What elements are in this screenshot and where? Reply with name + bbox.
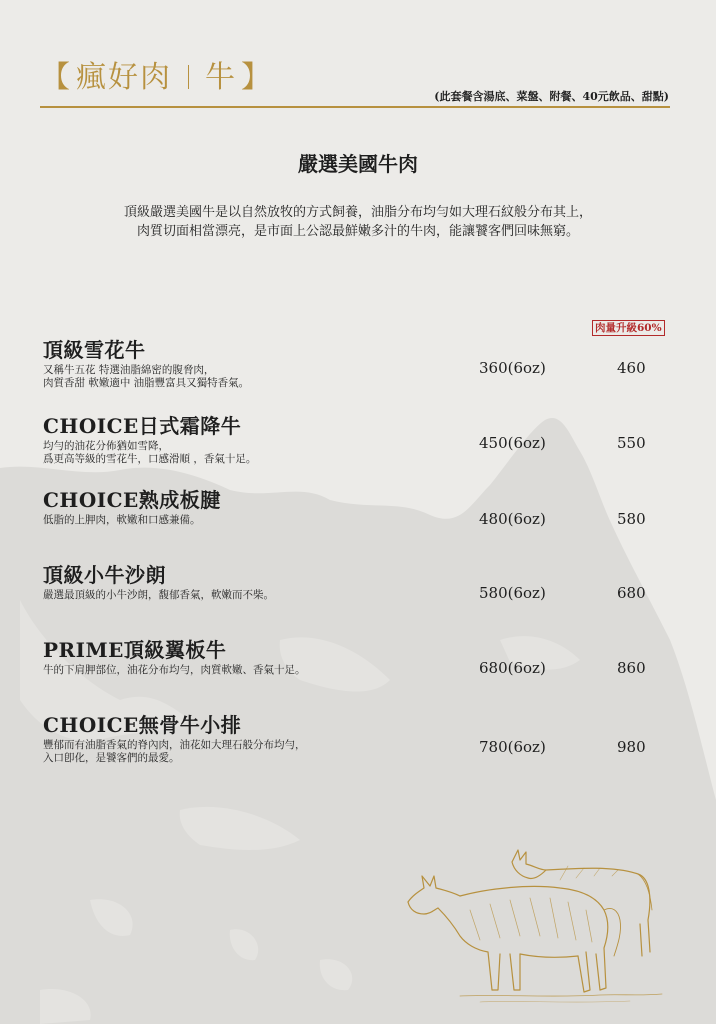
item-upgrade-price: 860 <box>617 659 646 677</box>
item-name: CHOICE熟成板腱 <box>43 488 221 512</box>
menu-item <box>43 484 683 554</box>
item-price: 450(6oz) <box>479 434 546 452</box>
item-desc-line: 均勻的油花分佈猶如雪降， <box>43 440 169 452</box>
item-description <box>43 364 249 390</box>
item-name: CHOICE日式霜降牛 <box>43 414 242 438</box>
upgrade-badge: 肉量升級60% <box>592 320 665 336</box>
item-upgrade-price: 680 <box>617 584 646 602</box>
item-desc-line: 低脂的上胛肉，軟嫩和口感兼備。 <box>43 514 201 526</box>
item-desc-line: 嚴選最頂級的小牛沙朗，馥郁香氣，軟嫩而不柴。 <box>43 589 274 601</box>
item-price: 360(6oz) <box>479 359 546 377</box>
item-name: PRIME頂級翼板牛 <box>43 638 227 662</box>
item-desc-line: 豐郁而有油脂香氣的脊內肉，油花如大理石般分布均勻， <box>43 739 306 751</box>
item-upgrade-price: 550 <box>617 434 646 452</box>
item-desc-line: 又稱牛五花 特選油脂綿密的腹脅肉， <box>43 364 215 376</box>
section-intro <box>0 203 716 241</box>
title-divider <box>188 65 189 89</box>
item-desc-line: 爲更高等級的雪花牛，口感滑順 ，香氣十足。 <box>43 453 257 465</box>
item-description <box>43 440 256 466</box>
item-desc-line: 入口卽化，是饕客們的最愛。 <box>43 752 180 764</box>
header-divider <box>40 106 670 108</box>
item-description <box>43 739 306 765</box>
item-name: 頂級小牛沙朗 <box>43 563 166 587</box>
menu-item <box>43 334 683 404</box>
title-bracket-right: 】 <box>241 60 273 95</box>
title-category: 牛 <box>205 60 237 95</box>
item-name: 頂級雪花牛 <box>43 338 146 362</box>
item-upgrade-price: 980 <box>617 738 646 756</box>
menu-item <box>43 410 683 480</box>
item-description <box>43 664 306 677</box>
item-price: 480(6oz) <box>479 510 546 528</box>
page-title <box>40 52 273 96</box>
item-description <box>43 589 274 602</box>
intro-line: 肉質切面相當漂亮，是市面上公認最鮮嫩多汁的牛肉，能讓饕客們回味無窮。 <box>136 224 579 239</box>
item-upgrade-price: 460 <box>617 359 646 377</box>
item-price: 580(6oz) <box>479 584 546 602</box>
title-bracket-left: 【 <box>40 60 72 95</box>
item-desc-line: 牛的下肩胛部位，油花分布均勻，肉質軟嫩、香氣十足。 <box>43 664 306 676</box>
cattle-illustration <box>400 840 670 1010</box>
item-price: 680(6oz) <box>479 659 546 677</box>
set-meal-note: (此套餐含湯底、菜盤、附餐、40元飲品、甜點) <box>434 90 669 103</box>
item-desc-line: 肉質香甜 軟嫩適中 油脂豐富具又獨特香氣。 <box>43 377 250 389</box>
item-price: 780(6oz) <box>479 738 546 756</box>
item-name: CHOICE無骨牛小排 <box>43 713 242 737</box>
menu-item <box>43 559 683 629</box>
menu-item <box>43 634 683 704</box>
menu-item <box>43 709 683 779</box>
item-upgrade-price: 580 <box>617 510 646 528</box>
title-text: 瘋好肉 <box>76 60 172 95</box>
item-description <box>43 514 201 527</box>
intro-line: 頂級嚴選美國牛是以自然放牧的方式飼養，油脂分布均勻如大理石紋般分布其上， <box>123 205 592 220</box>
section-title: 嚴選美國牛肉 <box>298 152 418 176</box>
